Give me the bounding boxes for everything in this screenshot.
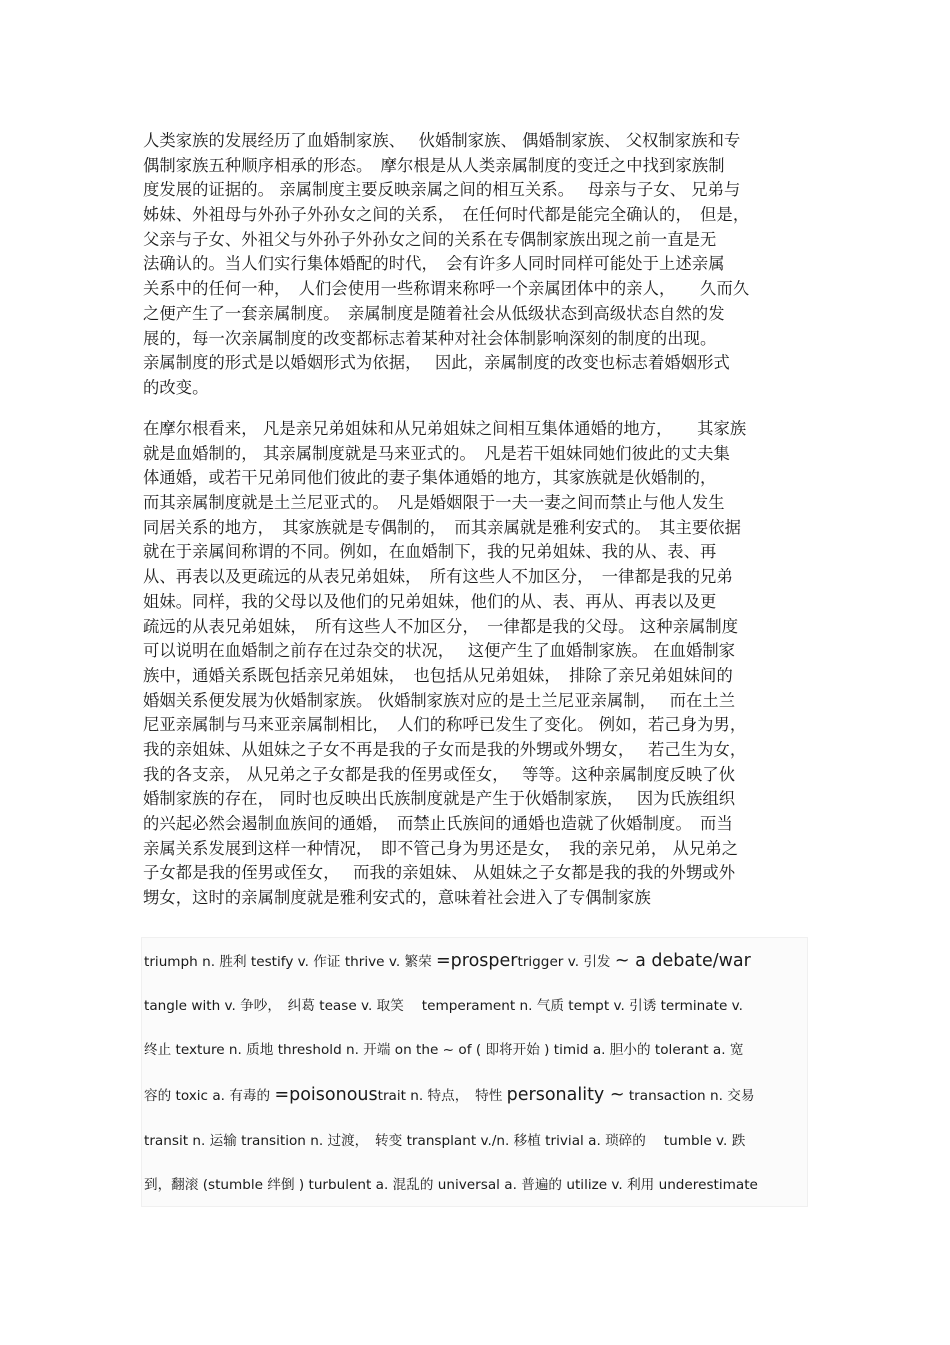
text-line: 尼亚亲属制与马来亚亲属制相比， 人们的称呼已发生了变化。 例如，若己身为男， [143, 715, 747, 735]
text-line: 关系中的任何一种， 人们会使用一些称谓来称呼一个亲属团体中的亲人， 久而久 [143, 279, 750, 299]
vocab-line [144, 949, 808, 975]
vocab-entries: trigger v. 引发 [517, 954, 615, 970]
text-line: 亲属制度的形式是以婚姻形式为依据， 因此，亲属制度的改变也标志着婚姻形式 [143, 353, 730, 373]
text-line: 甥女，这时的亲属制度就是雅利安式的，意味着社会进入了专偶制家族 [143, 888, 651, 908]
text-line: 就在于亲属间称谓的不同。例如，在血婚制下，我的兄弟姐妹、我的从、表、再 [143, 542, 717, 562]
text-line: 姐妹。同样，我的父母以及他们的兄弟姐妹，他们的从、表、再从、再表以及更 [143, 591, 717, 611]
vocab-line: 终止 texture n. 质地 threshold n. 开端 on the ~ of ( 即将开始 ) timid a. 胆小的 tolerant a. 宽 [144, 1042, 744, 1058]
text-line: 而其亲属制度就是土兰尼亚式的。 凡是婚姻限于一夫一妻之间而禁止与他人发生 [143, 493, 725, 513]
text-line: 展的，每一次亲属制度的改变都标志着某种对社会体制影响深刻的制度的出现。 [143, 328, 717, 348]
text-line: 偶制家族五种顺序相承的形态。 摩尔根是从人类亲属制度的变迁之中找到家族制 [143, 155, 725, 175]
text-line: 法确认的。当人们实行集体婚配的时代， 会有许多人同时同样可能处于上述亲属 [143, 254, 725, 274]
paragraph-kinship-systems [143, 417, 808, 911]
text-line: 疏远的从表兄弟姐妹， 所有这些人不加区分， 一律都是我的父母。 这种亲属制度 [143, 616, 739, 636]
vocab-line: transit n. 运输 transition n. 过渡， 转变 transplant v./n. 移植 trivial a. 琐碎的 tumble v. 跌 [144, 1133, 746, 1149]
vocab-entries: triumph n. 胜利 testify v. 作证 thrive v. 繁荣 [144, 954, 436, 970]
vocab-line: tangle with v. 争吵， 纠葛 tease v. 取笑 temperament n. 气质 tempt v. 引诱 terminate v. [144, 998, 743, 1014]
text-line: 我的各支亲， 从兄弟之子女都是我的侄男或侄女， 等等。这种亲属制度反映了伙 [143, 764, 736, 784]
vocab-entries: trait n. 特点， 特性 [377, 1088, 507, 1104]
text-line: 从、再表以及更疏远的从表兄弟姐妹， 所有这些人不加区分， 一律都是我的兄弟 [143, 567, 733, 587]
text-line: 同居关系的地方， 其家族就是专偶制的， 而其亲属就是雅利安式的。 其主要依据 [143, 517, 742, 537]
text-line: 婚姻关系便发展为伙婚制家族。 伙婚制家族对应的是土兰尼亚亲属制， 而在土兰 [143, 690, 736, 710]
text-line: 之便产生了一套亲属制度。 亲属制度是随着社会从低级状态到高级状态自然的发 [143, 303, 725, 323]
text-line: 可以说明在血婚制之前存在过杂交的状况， 这便产生了血婚制家族。 在血婚制家 [143, 641, 736, 661]
vocab-collocation: personality ~ [506, 1085, 625, 1105]
text-line: 族中，通婚关系既包括亲兄弟姐妹， 也包括从兄弟姐妹， 排除了亲兄弟姐妹间的 [143, 665, 733, 685]
text-line: 的改变。 [143, 377, 209, 397]
text-line: 度发展的证据的。 亲属制度主要反映亲属之间的相互关系。 母亲与子女、 兄弟与 [143, 180, 741, 200]
text-line: 我的亲姐妹、从姐妹之子女不再是我的子女而是我的外甥或外甥女， 若己生为女， [143, 739, 747, 759]
vocab-synonym: =poisonous [274, 1085, 378, 1105]
text-line: 婚制家族的存在， 同时也反映出氏族制度就是产生于伙婚制家族， 因为氏族组织 [143, 789, 736, 809]
paragraph-family-development [143, 129, 808, 401]
text-line: 就是血婚制的， 其亲属制度就是马来亚式的。 凡是若干姐妹同她们彼此的丈夫集 [143, 443, 730, 463]
vocab-line [144, 1083, 808, 1109]
text-line: 在摩尔根看来， 凡是亲兄弟姐妹和从兄弟姐妹之间相互集体通婚的地方， 其家族 [143, 419, 747, 438]
text-line: 体通婚，或若干兄弟同他们彼此的妻子集体通婚的地方，其家族就是伙婚制的， [143, 468, 717, 488]
text-line: 子女都是我的侄男或侄女， 而我的亲姐妹、 从姐妹之子女都是我的我的外甥或外 [143, 863, 736, 883]
vocab-entries: 容的 toxic a. 有毒的 [144, 1088, 275, 1104]
vocab-synonym: =prosper [436, 951, 518, 971]
vocabulary-list [141, 937, 808, 1207]
vocab-line: 到，翻滚 (stumble 绊倒 ) turbulent a. 混乱的 universal a. 普遍的 utilize v. 利用 underestimate [144, 1177, 758, 1193]
text-line: 姊妹、外祖母与外孙子外孙女之间的关系， 在任何时代都是能完全确认的， 但是， [143, 205, 750, 225]
text-line: 父亲与子女、外祖父与外孙子外孙女之间的关系在专偶制家族出现之前一直是无 [143, 229, 717, 249]
vocab-entries: transaction n. 交易 [624, 1088, 755, 1104]
vocab-collocation: ~ a debate/war [614, 951, 751, 971]
text-line: 的兴起必然会遏制血族间的通婚， 而禁止氏族间的通婚也造就了伙婚制度。 而当 [143, 814, 733, 833]
text-line: 亲属关系发展到这样一种情况， 即不管己身为男还是女， 我的亲兄弟， 从兄弟之 [143, 838, 739, 858]
text-line: 人类家族的发展经历了血婚制家族、 伙婚制家族、 偶婚制家族、 父权制家族和专 [143, 131, 741, 150]
